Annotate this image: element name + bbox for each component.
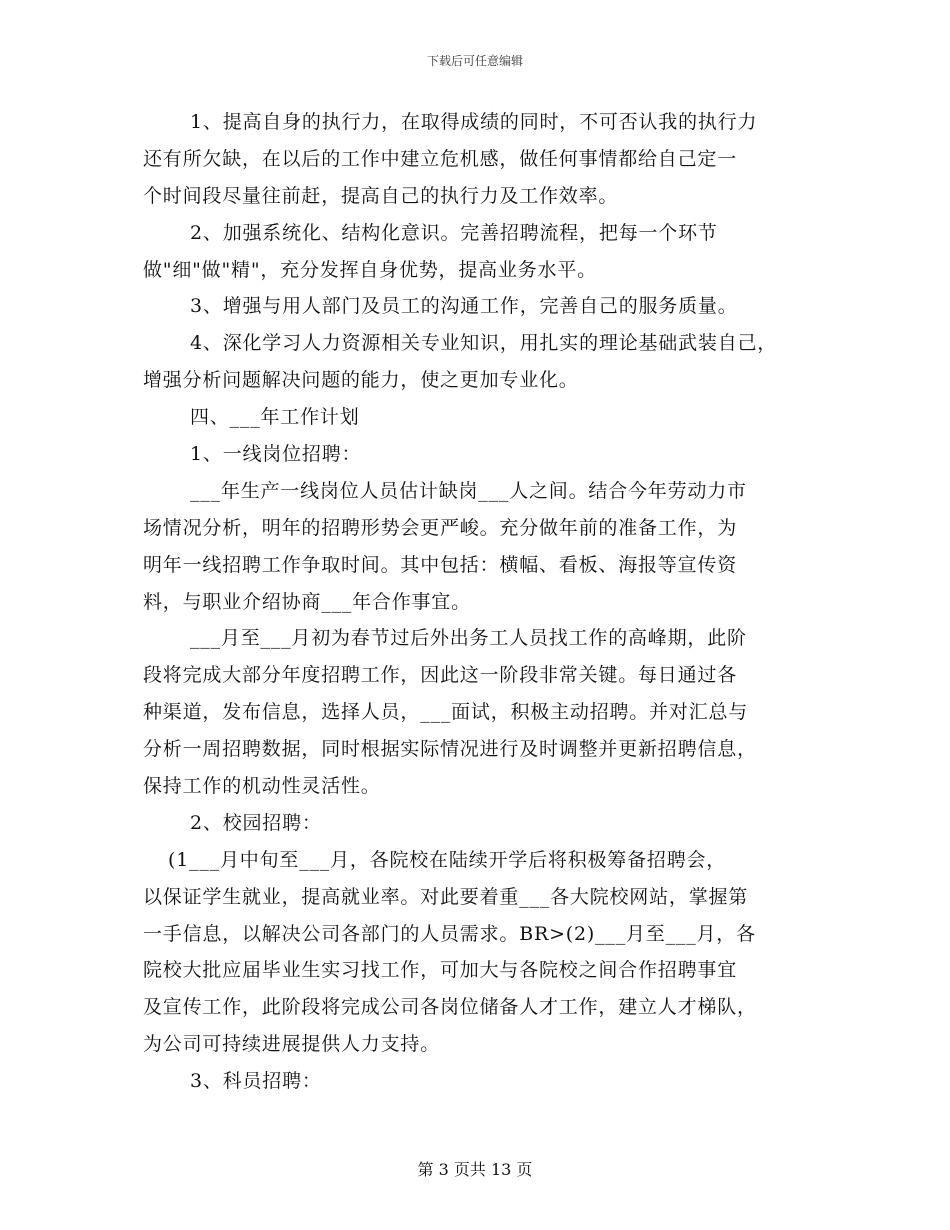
paragraph-line: 明年一线招聘工作争取时间。其中包括：横幅、看板、海报等宣传资	[143, 553, 738, 576]
section-heading: 四、___年工作计划	[190, 406, 360, 429]
paragraph-line: ___月至___月初为春节过后外出务工人员找工作的高峰期，此阶	[190, 627, 747, 650]
paragraph-line: 分析一周招聘数据，同时根据实际情况进行及时调整并更新招聘信息，	[143, 738, 757, 761]
paragraph-line: 院校大批应届毕业生实习找工作，可加大与各院校之间合作招聘事宜	[143, 959, 738, 982]
paragraph-line: 个时间段尽量往前赶，提高自己的执行力及工作效率。	[143, 184, 619, 207]
paragraph-line: 段将完成大部分年度招聘工作，因此这一阶段非常关键。每日通过各	[143, 664, 738, 687]
paragraph-line: 4、深化学习人力资源相关专业知识，用扎实的理论基础武装自己，	[190, 332, 778, 355]
paragraph-line: 还有所欠缺，在以后的工作中建立危机感，做任何事情都给自己定一	[143, 147, 738, 170]
paragraph-line: 2、加强系统化、结构化意识。完善招聘流程，把每一个环节	[190, 221, 718, 244]
document-body	[143, 112, 813, 1108]
subsection-heading: 3、科员招聘：	[190, 1070, 322, 1093]
paragraph-line: 为公司可持续进展提供人力支持。	[143, 1033, 441, 1056]
page-number-footer: 第 3 页共 13 页	[417, 1160, 533, 1179]
paragraph-line: 料，与职业介绍协商___年合作事宜。	[143, 590, 471, 613]
paragraph-line: (1___月中旬至___月，各院校在陆续开学后将积极筹备招聘会，	[168, 848, 727, 871]
paragraph-line: 3、增强与用人部门及员工的沟通工作，完善自己的服务质量。	[190, 295, 738, 318]
paragraph-line: 以保证学生就业，提高就业率。对此要着重___各大院校网站，掌握第	[143, 885, 749, 908]
paragraph-line: 做"细"做"精"，充分发挥自身优势，提高业务水平。	[143, 258, 597, 281]
subsection-heading: 2、校园招聘：	[190, 811, 322, 834]
paragraph-line: ___年生产一线岗位人员估计缺岗___人之间。结合今年劳动力市	[190, 479, 747, 502]
paragraph-line: 及宣传工作，此阶段将完成公司各岗位储备人才工作，建立人才梯队，	[143, 996, 757, 1019]
paragraph-line: 一手信息，以解决公司各部门的人员需求。BR>(2)___月至___月，各	[143, 922, 756, 945]
page-header: 下载后可任意编辑	[426, 54, 523, 68]
paragraph-line: 场情况分析，明年的招聘形势会更严峻。充分做年前的准备工作，为	[143, 516, 738, 539]
paragraph-line: 保持工作的机动性灵活性。	[143, 775, 381, 798]
paragraph-line: 1、提高自身的执行力，在取得成绩的同时，不可否认我的执行力	[190, 111, 758, 133]
paragraph-line: 种渠道，发布信息，选择人员，___面试，积极主动招聘。并对汇总与	[143, 701, 749, 724]
paragraph-line: 增强分析问题解决问题的能力，使之更加专业化。	[143, 369, 579, 392]
subsection-heading: 1、一线岗位招聘：	[190, 443, 362, 466]
